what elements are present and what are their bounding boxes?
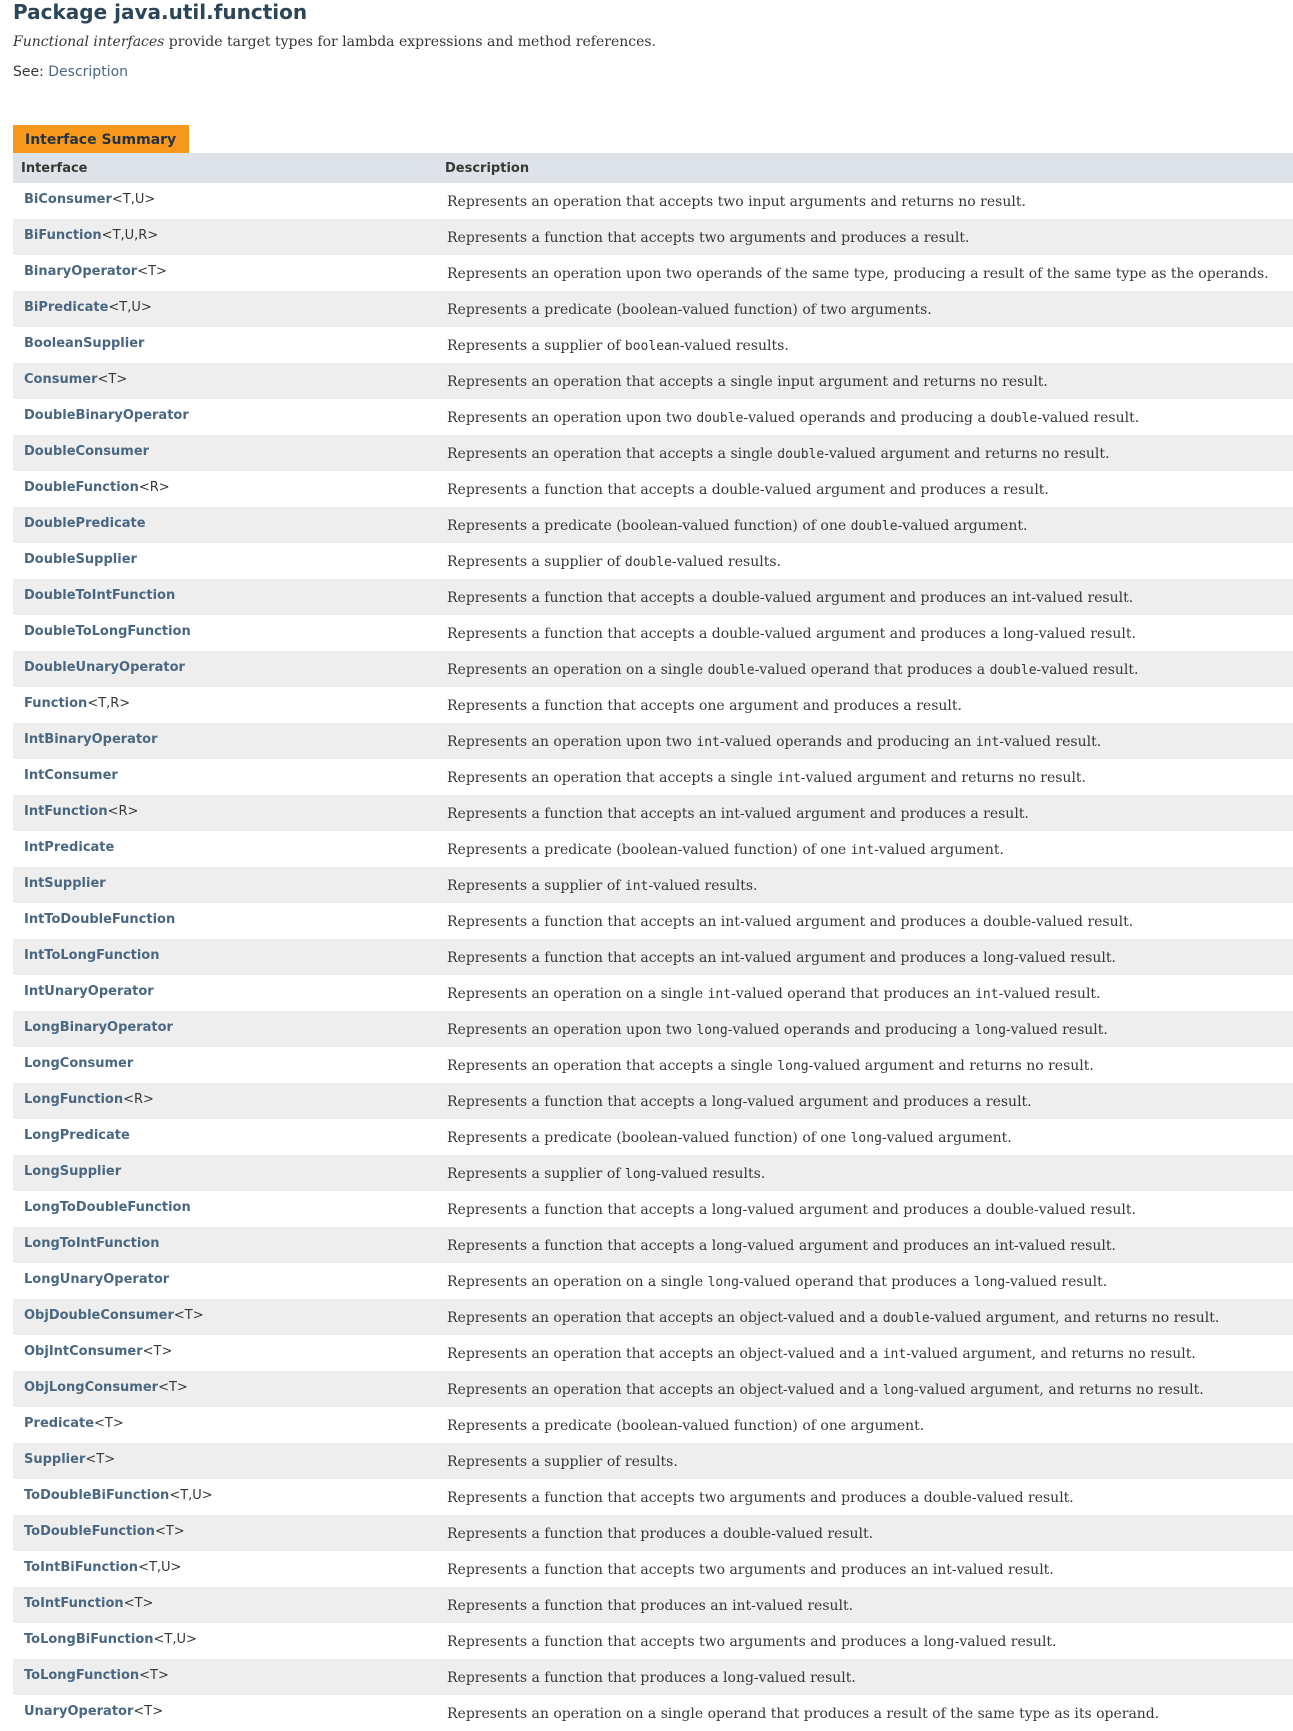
column-header-interface: Interface xyxy=(13,153,437,183)
interface-link[interactable]: DoubleSupplier xyxy=(24,552,137,567)
table-row xyxy=(13,651,1293,687)
interface-link[interactable]: DoubleToIntFunction xyxy=(24,588,176,603)
table-row xyxy=(13,399,1293,435)
interface-cell xyxy=(13,1695,437,1731)
interface-cell xyxy=(13,1155,437,1191)
description-text: Represents a supplier of xyxy=(447,338,625,354)
type-parameters: <T> xyxy=(85,1452,116,1467)
code-fragment: long xyxy=(973,1275,1006,1290)
interface-cell xyxy=(13,543,437,579)
interface-link[interactable]: ToIntBiFunction xyxy=(24,1560,139,1575)
table-body xyxy=(13,183,1293,1731)
code-fragment: double xyxy=(990,411,1038,426)
code-fragment: int xyxy=(707,987,732,1002)
summary-text: provide target types for lambda expressions and method references. xyxy=(164,34,657,50)
table-row xyxy=(13,327,1293,363)
description-text: -valued operands and producing a xyxy=(727,1022,975,1038)
description-cell xyxy=(437,975,1293,1011)
code-fragment: long xyxy=(882,1383,915,1398)
description-cell xyxy=(437,1083,1293,1119)
description-cell xyxy=(437,1047,1293,1083)
table-header-row xyxy=(13,153,1293,183)
interface-link[interactable]: LongPredicate xyxy=(24,1128,130,1143)
description-text: -valued argument. xyxy=(897,518,1028,534)
description-cell xyxy=(437,1191,1293,1227)
summary-emphasis: Functional interfaces xyxy=(13,34,165,50)
code-fragment: long xyxy=(974,1023,1006,1038)
interface-link[interactable]: IntToLongFunction xyxy=(24,948,160,963)
description-cell xyxy=(437,615,1293,651)
description-text: Represents a function that produces a double-valued result. xyxy=(447,1526,874,1542)
table-row xyxy=(13,1515,1293,1551)
description-text: -valued argument, and returns no result. xyxy=(906,1346,1196,1362)
description-text: Represents a function that accepts two arguments and produces a result. xyxy=(447,230,970,246)
interface-cell xyxy=(13,615,437,651)
see-label: See: xyxy=(13,64,49,80)
code-fragment: double xyxy=(989,663,1037,678)
description-text: Represents a function that produces a long-valued result. xyxy=(447,1670,856,1686)
code-fragment: boolean xyxy=(624,339,680,354)
description-text: -valued argument and returns no result. xyxy=(824,446,1110,462)
description-cell xyxy=(437,759,1293,795)
interface-link[interactable]: DoubleToLongFunction xyxy=(24,624,191,639)
code-fragment: int xyxy=(777,771,801,786)
description-cell xyxy=(437,1659,1293,1695)
description-cell xyxy=(437,1011,1293,1047)
see-line xyxy=(13,64,128,80)
description-text: Represents an operation that accepts an object-valued and a xyxy=(447,1382,883,1398)
interface-link[interactable]: IntFunction xyxy=(24,804,108,819)
description-text: Represents an operation upon two operands of the same type, producing a result of the same type as the operands. xyxy=(447,266,1269,282)
description-cell xyxy=(437,795,1293,831)
interface-cell xyxy=(13,399,437,435)
code-fragment: int xyxy=(975,735,1000,750)
interface-link[interactable]: BooleanSupplier xyxy=(24,336,145,351)
interface-link[interactable]: LongSupplier xyxy=(24,1164,122,1179)
description-text: -valued argument. xyxy=(881,1130,1012,1146)
interface-link[interactable]: ToLongFunction xyxy=(24,1668,140,1683)
description-cell xyxy=(437,1407,1293,1443)
interface-cell xyxy=(13,1191,437,1227)
interface-link[interactable]: ObjLongConsumer xyxy=(24,1380,159,1395)
description-text: -valued result. xyxy=(999,734,1102,750)
description-text: Represents a predicate (boolean-valued function) of one xyxy=(447,518,851,534)
type-parameters: <T,U> xyxy=(138,1560,182,1575)
table-row xyxy=(13,795,1293,831)
table-row xyxy=(13,615,1293,651)
type-parameters: <T> xyxy=(154,1524,185,1539)
type-parameters: <T> xyxy=(173,1308,204,1323)
description-cell xyxy=(437,471,1293,507)
interface-cell xyxy=(13,1227,437,1263)
description-text: -valued result. xyxy=(1036,662,1139,678)
table-row xyxy=(13,579,1293,615)
table-row xyxy=(13,759,1293,795)
type-parameters: <T> xyxy=(142,1344,173,1359)
description-text: Represents an operation on a single xyxy=(447,986,708,1002)
interface-link[interactable]: UnaryOperator xyxy=(24,1704,134,1719)
page-title: Package java.util.function xyxy=(13,0,308,24)
description-text: -valued results. xyxy=(648,878,758,894)
interface-link[interactable]: ToDoubleBiFunction xyxy=(24,1488,170,1503)
table-row xyxy=(13,723,1293,759)
description-cell xyxy=(437,651,1293,687)
interface-cell xyxy=(13,183,437,219)
code-fragment: long xyxy=(777,1059,809,1074)
code-fragment: double xyxy=(882,1311,930,1326)
description-cell xyxy=(437,291,1293,327)
description-text: Represents a function that accepts an int-valued argument and produces a result. xyxy=(447,806,1029,822)
interface-cell xyxy=(13,903,437,939)
interface-cell xyxy=(13,1263,437,1299)
table-row xyxy=(13,1011,1293,1047)
description-link[interactable]: Description xyxy=(48,64,129,80)
interface-link[interactable]: ObjIntConsumer xyxy=(24,1344,143,1359)
description-text: Represents a function that accepts a double-valued argument and produces an int-valued result. xyxy=(447,590,1134,606)
type-parameters: <R> xyxy=(107,804,139,819)
interface-cell xyxy=(13,1119,437,1155)
type-parameters: <T> xyxy=(97,372,128,387)
description-cell xyxy=(437,1551,1293,1587)
type-parameters: <T> xyxy=(137,264,167,279)
interface-link[interactable]: DoublePredicate xyxy=(24,516,146,531)
description-text: Represents a function that accepts an int-valued argument and produces a long-valued result. xyxy=(447,950,1116,966)
interface-cell xyxy=(13,1371,437,1407)
interface-link[interactable]: Supplier xyxy=(24,1452,86,1467)
description-cell xyxy=(437,399,1293,435)
description-text: -valued result. xyxy=(1037,410,1140,426)
interface-link[interactable]: BinaryOperator xyxy=(24,264,138,279)
interface-cell xyxy=(13,1443,437,1479)
type-parameters: <R> xyxy=(138,480,170,495)
interface-cell xyxy=(13,1659,437,1695)
description-text: Represents a predicate (boolean-valued function) of one argument. xyxy=(447,1418,925,1434)
package-summary xyxy=(13,34,656,50)
description-text: Represents a function that accepts two arguments and produces an int-valued result. xyxy=(447,1562,1054,1578)
table-row xyxy=(13,1155,1293,1191)
type-parameters: <T,U,R> xyxy=(101,228,159,243)
table-row xyxy=(13,543,1293,579)
description-cell xyxy=(437,1263,1293,1299)
table-row xyxy=(13,471,1293,507)
interface-link[interactable]: ObjDoubleConsumer xyxy=(24,1308,174,1323)
table-row xyxy=(13,1083,1293,1119)
table-row xyxy=(13,1371,1293,1407)
table-row xyxy=(13,1263,1293,1299)
table-row xyxy=(13,687,1293,723)
interface-cell xyxy=(13,1335,437,1371)
type-parameters: <T,U> xyxy=(153,1632,197,1647)
interface-cell xyxy=(13,1515,437,1551)
interface-cell xyxy=(13,1083,437,1119)
interface-link[interactable]: DoubleConsumer xyxy=(24,444,150,459)
interface-link[interactable]: BiPredicate xyxy=(24,300,109,315)
interface-cell xyxy=(13,867,437,903)
table-row xyxy=(13,1335,1293,1371)
table-row xyxy=(13,363,1293,399)
interface-link[interactable]: BiFunction xyxy=(24,228,102,243)
description-text: -valued operands and producing a xyxy=(743,410,991,426)
interface-link[interactable]: DoubleUnaryOperator xyxy=(24,660,185,675)
description-cell xyxy=(437,867,1293,903)
table-row xyxy=(13,1659,1293,1695)
interface-cell xyxy=(13,759,437,795)
table-row xyxy=(13,219,1293,255)
interface-cell xyxy=(13,687,437,723)
table-row xyxy=(13,831,1293,867)
column-header-description: Description xyxy=(437,153,1293,183)
type-parameters: <T,U> xyxy=(111,192,156,207)
description-text: -valued result. xyxy=(1005,1022,1108,1038)
description-text: Represents a function that accepts an int-valued argument and produces a double-valued result. xyxy=(447,914,1134,930)
description-text: Represents a supplier of xyxy=(447,878,625,894)
description-text: Represents a predicate (boolean-valued function) of one xyxy=(447,842,851,858)
table-row xyxy=(13,1623,1293,1659)
interface-cell xyxy=(13,831,437,867)
description-text: Represents a predicate (boolean-valued function) of one xyxy=(447,1130,851,1146)
description-cell xyxy=(437,435,1293,471)
code-fragment: int xyxy=(624,879,649,894)
interface-link[interactable]: LongToDoubleFunction xyxy=(24,1200,191,1215)
interface-cell xyxy=(13,1011,437,1047)
interface-link[interactable]: ToIntFunction xyxy=(24,1596,124,1611)
table-row xyxy=(13,255,1293,291)
description-cell xyxy=(437,507,1293,543)
interface-link[interactable]: Predicate xyxy=(24,1416,95,1431)
table-row xyxy=(13,1227,1293,1263)
interface-cell xyxy=(13,1623,437,1659)
description-text: Represents a function that accepts a double-valued argument and produces a long-valued result. xyxy=(447,626,1136,642)
description-cell xyxy=(437,183,1293,219)
interface-cell xyxy=(13,1299,437,1335)
description-cell xyxy=(437,363,1293,399)
type-parameters: <T,U> xyxy=(169,1488,213,1503)
description-text: Represents an operation that accepts two input arguments and returns no result. xyxy=(447,194,1026,210)
description-text: Represents a function that produces an int-valued result. xyxy=(447,1598,854,1614)
table-row xyxy=(13,1047,1293,1083)
table-row xyxy=(13,1407,1293,1443)
description-text: -valued argument, and returns no result. xyxy=(929,1310,1220,1326)
interface-link[interactable]: LongUnaryOperator xyxy=(24,1272,170,1287)
interface-link[interactable]: DoubleFunction xyxy=(24,480,139,495)
description-text: -valued operand that produces an xyxy=(731,986,976,1002)
interface-cell xyxy=(13,255,437,291)
description-cell xyxy=(437,1371,1293,1407)
table-row xyxy=(13,1299,1293,1335)
description-text: -valued operands and producing an xyxy=(719,734,976,750)
code-fragment: int xyxy=(696,735,720,750)
description-text: -valued argument. xyxy=(874,842,1004,858)
description-cell xyxy=(437,327,1293,363)
description-text: Represents an operation that accepts an object-valued and a xyxy=(447,1346,883,1362)
interface-link[interactable]: IntUnaryOperator xyxy=(24,984,154,999)
interface-link[interactable]: Function xyxy=(24,696,88,711)
description-cell xyxy=(437,1155,1293,1191)
code-fragment: int xyxy=(850,843,875,858)
description-cell xyxy=(437,1623,1293,1659)
table-row xyxy=(13,291,1293,327)
code-fragment: double xyxy=(624,555,672,570)
description-cell xyxy=(437,1479,1293,1515)
interface-cell xyxy=(13,507,437,543)
description-cell xyxy=(437,579,1293,615)
interface-link[interactable]: BiConsumer xyxy=(24,192,112,207)
table-row xyxy=(13,1551,1293,1587)
type-parameters: <T> xyxy=(133,1704,164,1719)
interface-link[interactable]: LongFunction xyxy=(24,1092,124,1107)
description-text: Represents an operation that accepts a single xyxy=(447,446,778,462)
code-fragment: long xyxy=(696,1023,728,1038)
interface-summary-caption: Interface Summary xyxy=(13,125,189,153)
description-cell xyxy=(437,255,1293,291)
description-cell xyxy=(437,831,1293,867)
table-row xyxy=(13,867,1293,903)
description-text: Represents a function that accepts a double-valued argument and produces a result. xyxy=(447,482,1049,498)
description-text: Represents a function that accepts two arguments and produces a double-valued result. xyxy=(447,1490,1074,1506)
interface-cell xyxy=(13,291,437,327)
description-text: Represents an operation that accepts an object-valued and a xyxy=(447,1310,883,1326)
code-fragment: double xyxy=(707,663,755,678)
interface-cell xyxy=(13,327,437,363)
interface-link[interactable]: IntPredicate xyxy=(24,840,115,855)
interface-link[interactable]: LongBinaryOperator xyxy=(24,1020,173,1035)
description-cell xyxy=(437,219,1293,255)
table-row xyxy=(13,183,1293,219)
interface-cell xyxy=(13,795,437,831)
type-parameters: <T> xyxy=(123,1596,154,1611)
description-text: Represents an operation that accepts a single input argument and returns no result. xyxy=(447,374,1048,390)
description-cell xyxy=(437,1587,1293,1623)
code-fragment: long xyxy=(850,1131,882,1146)
description-text: -valued argument and returns no result. xyxy=(800,770,1086,786)
interface-cell xyxy=(13,471,437,507)
description-cell xyxy=(437,903,1293,939)
description-text: -valued result. xyxy=(998,986,1101,1002)
description-text: Represents an operation upon two xyxy=(447,410,697,426)
description-text: Represents an operation on a single xyxy=(447,1274,708,1290)
interface-cell xyxy=(13,219,437,255)
interface-cell xyxy=(13,363,437,399)
description-text: -valued results. xyxy=(671,554,781,570)
description-cell xyxy=(437,687,1293,723)
type-parameters: <T> xyxy=(139,1668,169,1683)
description-text: -valued argument, and returns no result. xyxy=(914,1382,1204,1398)
interface-cell xyxy=(13,1587,437,1623)
interface-cell xyxy=(13,1551,437,1587)
table-row xyxy=(13,507,1293,543)
description-text: Represents a function that accepts a long-valued argument and produces a double-valued result. xyxy=(447,1202,1136,1218)
interface-link[interactable]: IntBinaryOperator xyxy=(24,732,158,747)
table-row xyxy=(13,1443,1293,1479)
description-text: Represents a function that accepts two arguments and produces a long-valued result. xyxy=(447,1634,1057,1650)
description-text: Represents an operation upon two xyxy=(447,734,697,750)
code-fragment: int xyxy=(975,987,999,1002)
description-text: -valued results. xyxy=(656,1166,766,1182)
interface-cell xyxy=(13,435,437,471)
description-text: Represents a supplier of xyxy=(447,1166,625,1182)
description-cell xyxy=(437,939,1293,975)
description-text: Represents an operation upon two xyxy=(447,1022,697,1038)
table-row xyxy=(13,1587,1293,1623)
description-cell xyxy=(437,1695,1293,1731)
table-row xyxy=(13,1191,1293,1227)
interface-link[interactable]: ToDoubleFunction xyxy=(24,1524,155,1539)
table-row xyxy=(13,1479,1293,1515)
code-fragment: double xyxy=(777,447,825,462)
interface-summary-table xyxy=(13,153,1293,1731)
type-parameters: <T> xyxy=(158,1380,188,1395)
interface-cell xyxy=(13,1479,437,1515)
description-cell xyxy=(437,543,1293,579)
description-text: -valued result. xyxy=(1005,1274,1108,1290)
interface-link[interactable]: IntSupplier xyxy=(24,876,106,891)
type-parameters: <R> xyxy=(123,1092,154,1107)
description-text: -valued argument and returns no result. xyxy=(808,1058,1094,1074)
code-fragment: int xyxy=(882,1347,907,1362)
table-row xyxy=(13,1695,1293,1731)
description-text: Represents a supplier of results. xyxy=(447,1454,678,1470)
code-fragment: long xyxy=(624,1167,657,1182)
interface-link[interactable]: DoubleBinaryOperator xyxy=(24,408,189,423)
interface-cell xyxy=(13,1407,437,1443)
description-text: Represents an operation on a single xyxy=(447,662,708,678)
interface-cell xyxy=(13,651,437,687)
table-row xyxy=(13,435,1293,471)
description-text: -valued results. xyxy=(679,338,789,354)
interface-link[interactable]: IntConsumer xyxy=(24,768,118,783)
description-cell xyxy=(437,1119,1293,1155)
interface-cell xyxy=(13,939,437,975)
description-cell xyxy=(437,723,1293,759)
description-text: Represents an operation that accepts a single xyxy=(447,770,778,786)
interface-link[interactable]: IntToDoubleFunction xyxy=(24,912,176,927)
description-text: Represents a function that accepts a long-valued argument and produces a result. xyxy=(447,1094,1032,1110)
description-text: Represents a predicate (boolean-valued function) of two arguments. xyxy=(447,302,932,318)
description-cell xyxy=(437,1443,1293,1479)
code-fragment: long xyxy=(707,1275,739,1290)
type-parameters: <T> xyxy=(94,1416,124,1431)
description-text: Represents an operation on a single operand that produces a result of the same type as its operand. xyxy=(447,1706,1160,1722)
interface-cell xyxy=(13,975,437,1011)
interface-link[interactable]: Consumer xyxy=(24,372,98,387)
type-parameters: <T,U> xyxy=(108,300,152,315)
description-text: Represents an operation that accepts a single xyxy=(447,1058,778,1074)
description-text: Represents a function that accepts one argument and produces a result. xyxy=(447,698,962,714)
description-cell xyxy=(437,1335,1293,1371)
description-cell xyxy=(437,1227,1293,1263)
type-parameters: <T,R> xyxy=(87,696,131,711)
interface-cell xyxy=(13,579,437,615)
description-text: Represents a function that accepts a long-valued argument and produces an int-valued result. xyxy=(447,1238,1116,1254)
interface-cell xyxy=(13,723,437,759)
description-text: -valued operand that produces a xyxy=(754,662,990,678)
code-fragment: double xyxy=(850,519,898,534)
interface-link[interactable]: LongToIntFunction xyxy=(24,1236,160,1251)
description-text: -valued operand that produces a xyxy=(738,1274,974,1290)
table-row xyxy=(13,975,1293,1011)
description-cell xyxy=(437,1515,1293,1551)
interface-link[interactable]: LongConsumer xyxy=(24,1056,134,1071)
description-cell xyxy=(437,1299,1293,1335)
interface-cell xyxy=(13,1047,437,1083)
interface-link[interactable]: ToLongBiFunction xyxy=(24,1632,154,1647)
table-row xyxy=(13,1119,1293,1155)
table-row xyxy=(13,903,1293,939)
table-row xyxy=(13,939,1293,975)
description-text: Represents a supplier of xyxy=(447,554,625,570)
code-fragment: double xyxy=(696,411,744,426)
